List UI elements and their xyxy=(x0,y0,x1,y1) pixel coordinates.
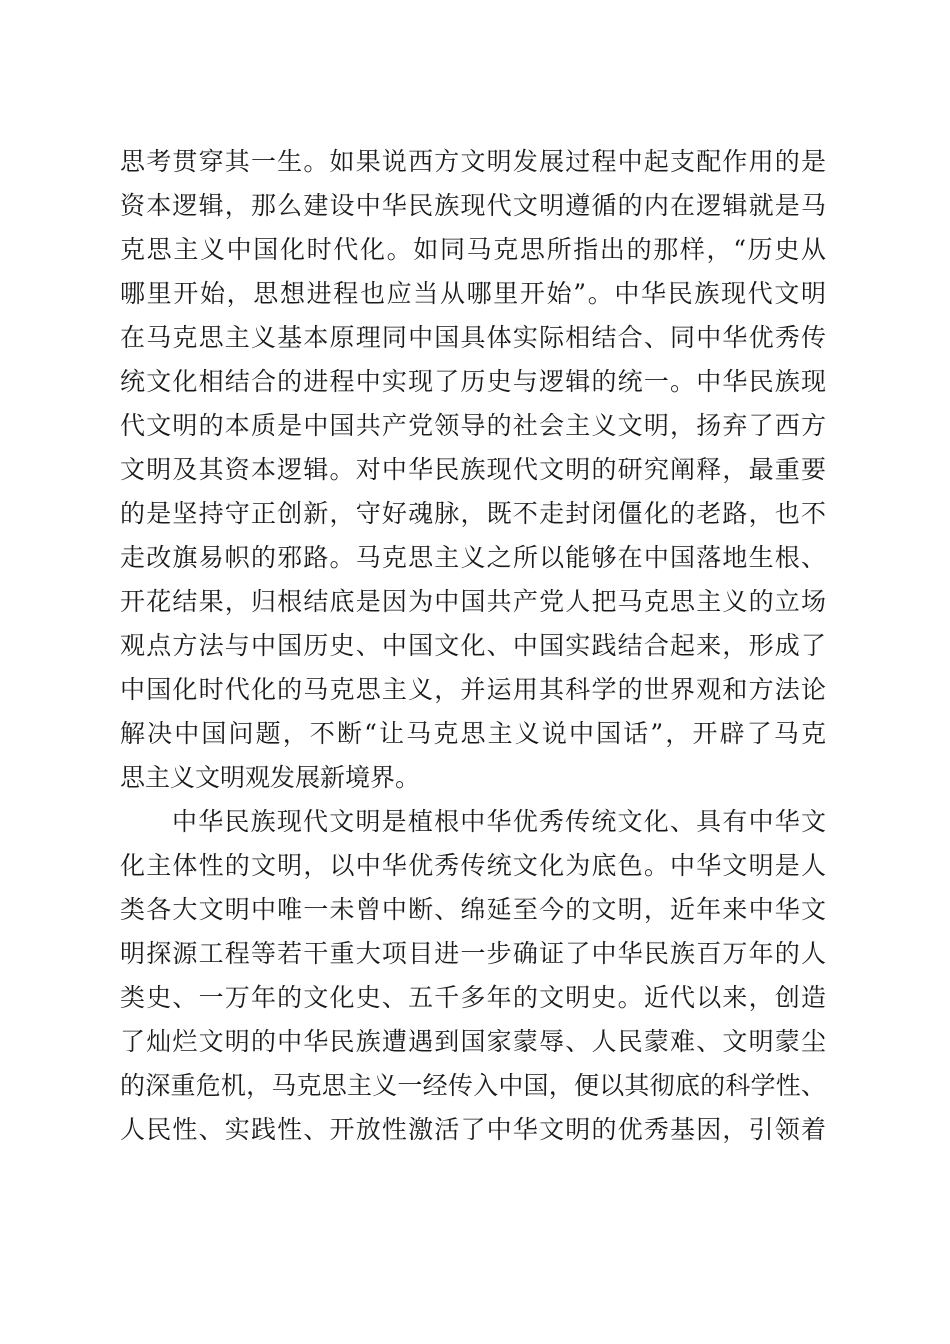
text-line: 思主义文明观发展新境界。 xyxy=(120,763,421,792)
text-line: 解决中国问题，不断“让马克思主义说中国话”，开辟了马克 xyxy=(120,719,826,748)
text-line: 哪里开始，思想进程也应当从哪里开始”。中华民族现代文明 xyxy=(120,279,826,308)
text-line: 观点方法与中国历史、中国文化、中国实践结合起来，形成了 xyxy=(120,631,826,660)
text-line: 的深重危机，马克思主义一经传入中国，便以其彻底的科学性、 xyxy=(120,1071,826,1100)
paragraph-1 xyxy=(120,140,826,800)
text-line: 克思主义中国化时代化。如同马克思所指出的那样，“历史从 xyxy=(120,235,826,264)
text-line: 在马克思主义基本原理同中国具体实际相结合、同中华优秀传 xyxy=(120,323,826,352)
document-page xyxy=(120,140,826,1152)
text-line: 资本逻辑，那么建设中华民族现代文明遵循的内在逻辑就是马 xyxy=(120,191,826,220)
text-line: 的是坚持守正创新，守好魂脉，既不走封闭僵化的老路，也不 xyxy=(120,499,826,528)
text-line: 走改旗易帜的邪路。马克思主义之所以能够在中国落地生根、 xyxy=(120,543,826,572)
text-line: 思考贯穿其一生。如果说西方文明发展过程中起支配作用的是 xyxy=(120,147,826,176)
text-line: 人民性、实践性、开放性激活了中华文明的优秀基因，引领着 xyxy=(120,1115,826,1144)
text-line: 了灿烂文明的中华民族遭遇到国家蒙辱、人民蒙难、文明蒙尘 xyxy=(120,1027,826,1056)
text-line: 中华民族现代文明是植根中华优秀传统文化、具有中华文 xyxy=(172,807,826,836)
text-line: 类各大文明中唯一未曾中断、绵延至今的文明，近年来中华文 xyxy=(120,895,826,924)
text-line: 开花结果，归根结底是因为中国共产党人把马克思主义的立场 xyxy=(120,587,826,616)
text-line: 代文明的本质是中国共产党领导的社会主义文明，扬弃了西方 xyxy=(120,411,826,440)
text-line: 明探源工程等若干重大项目进一步确证了中华民族百万年的人 xyxy=(120,939,826,968)
text-line: 类史、一万年的文化史、五千多年的文明史。近代以来，创造 xyxy=(120,983,826,1012)
text-line: 化主体性的文明，以中华优秀传统文化为底色。中华文明是人 xyxy=(120,851,826,880)
paragraph-2 xyxy=(120,800,826,1152)
text-line: 中国化时代化的马克思主义，并运用其科学的世界观和方法论 xyxy=(120,675,826,704)
text-line: 文明及其资本逻辑。对中华民族现代文明的研究阐释，最重要 xyxy=(120,455,826,484)
text-line: 统文化相结合的进程中实现了历史与逻辑的统一。中华民族现 xyxy=(120,367,826,396)
